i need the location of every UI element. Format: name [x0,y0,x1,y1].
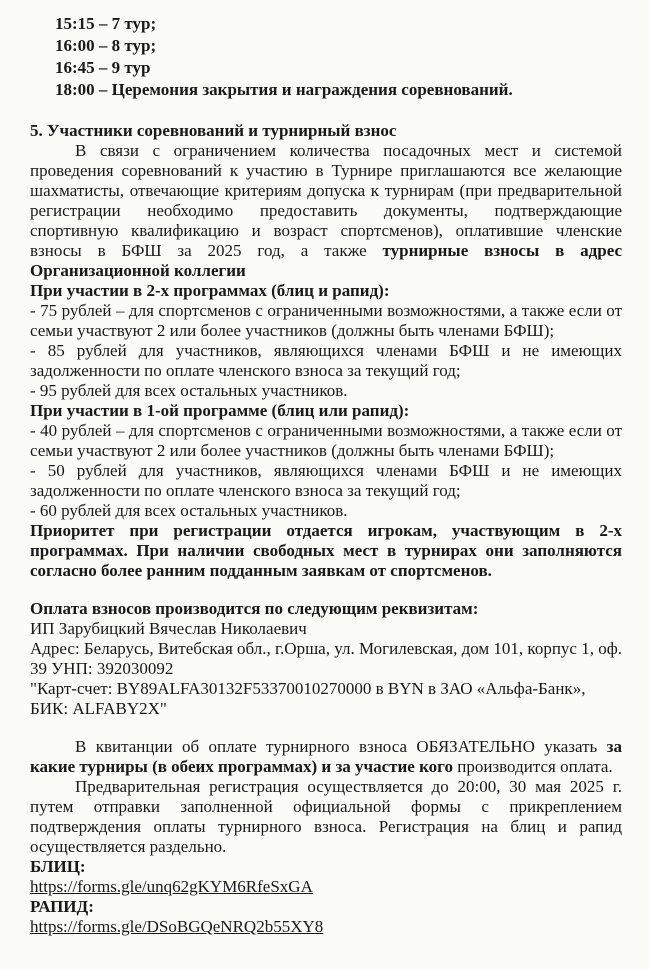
intro-bold-text: турнирные взносы в адрес Организационной коллегии [30,241,622,280]
fees-one-program-heading: При участии в 1-ой программе (блиц или рапид): [30,401,410,420]
schedule-line-7-tour: 15:15 – 7 тур; [55,14,157,33]
payment-recipient: ИП Зарубицкий Вячеслав Николаевич [30,619,307,638]
fee-item-95: - 95 рублей для всех остальных участников. [30,381,348,400]
blitz-link-row [30,877,622,897]
payment-account: "Карт-счет: BY89ALFA30132F53370010270000 в BYN в ЗАО «Альфа-Банк», БИК: ALFABY2X" [30,679,586,718]
receipt-note [30,737,622,777]
rapid-registration-link[interactable]: https://forms.gle/DSoBGQeNRQ2b55XY8 [30,917,324,936]
schedule-line-8-tour: 16:00 – 8 тур; [55,36,157,55]
receipt-bold-text: за какие турниры (в обеих программах) и за участие кого [30,737,622,776]
fee-item-50: - 50 рублей для участников, являющихся членами БФШ и не имеющих задолженности по оплате членского взноса за текущий год; [30,461,622,500]
rapid-link-row [30,917,622,937]
schedule-list [30,13,622,101]
payment-address: Адрес: Беларусь, Витебская обл., г.Орша, ул. Могилевская, дом 101, корпус 1, оф. 39 УНП: 392030092 [30,639,622,678]
section-5-heading: 5. Участники соревнований и турнирный взнос [30,121,397,140]
fee-item-75: - 75 рублей – для спортсменов с ограниченными возможностями, а также если от семьи участвуют 2 или более участников (должны быть членами БФШ); [30,301,622,340]
fee-item-85: - 85 рублей для участников, являющихся членами БФШ и не имеющих задолженности по оплате членского взноса за текущий год; [30,341,622,380]
payment-details-heading: Оплата взносов производится по следующим реквизитам: [30,599,479,618]
priority-note: Приоритет при регистрации отдается игрокам, участвующим в 2-х программах. При наличии свободных мест в турнирах они заполняются согласно более ранним подданным заявкам от спортсменов. [30,521,622,580]
fee-item-40: - 40 рублей – для спортсменов с ограниченными возможностями, а также если от семьи участвуют 2 или более участников (должны быть членами БФШ); [30,421,622,460]
receipt-regular-text: В квитанции об оплате турнирного взноса ОБЯЗАТЕЛЬНО указать [75,737,607,756]
section-5-intro [30,141,622,281]
schedule-line-closing-ceremony: 18:00 – Церемония закрытия и награждения соревнований. [55,80,513,99]
fees-two-programs-heading: При участии в 2-х программах (блиц и рапид): [30,281,390,300]
receipt-tail-text: производится оплата. [452,757,613,776]
fee-item-60: - 60 рублей для всех остальных участников. [30,501,348,520]
rapid-label: РАПИД: [30,897,94,916]
intro-regular-text: В связи с ограничением количества посадочных мест и системой проведения соревнований к участию в Турнире приглашаются все желающие шахматисты, отвечающие критериям допуска к турнирам (при предварительной регистрации необходимо предоставить документы, подтверждающие спортивную квалификацию и возраст спортсменов), оплатившие членские взносы в БФШ за 2025 год, а также [30,141,622,260]
blitz-label: БЛИЦ: [30,857,86,876]
schedule-line-9-tour: 16:45 – 9 тур [55,58,151,77]
preregistration-note: Предварительная регистрация осуществляется до 20:00, 30 мая 2025 г. путем отправки заполненной официальной формы с прикреплением подтверждения оплаты турнирного взноса. Регистрация на блиц и рапид осуществляется раздельно. [30,777,622,856]
blitz-registration-link[interactable]: https://forms.gle/unq62gKYM6RfeSxGA [30,877,313,896]
